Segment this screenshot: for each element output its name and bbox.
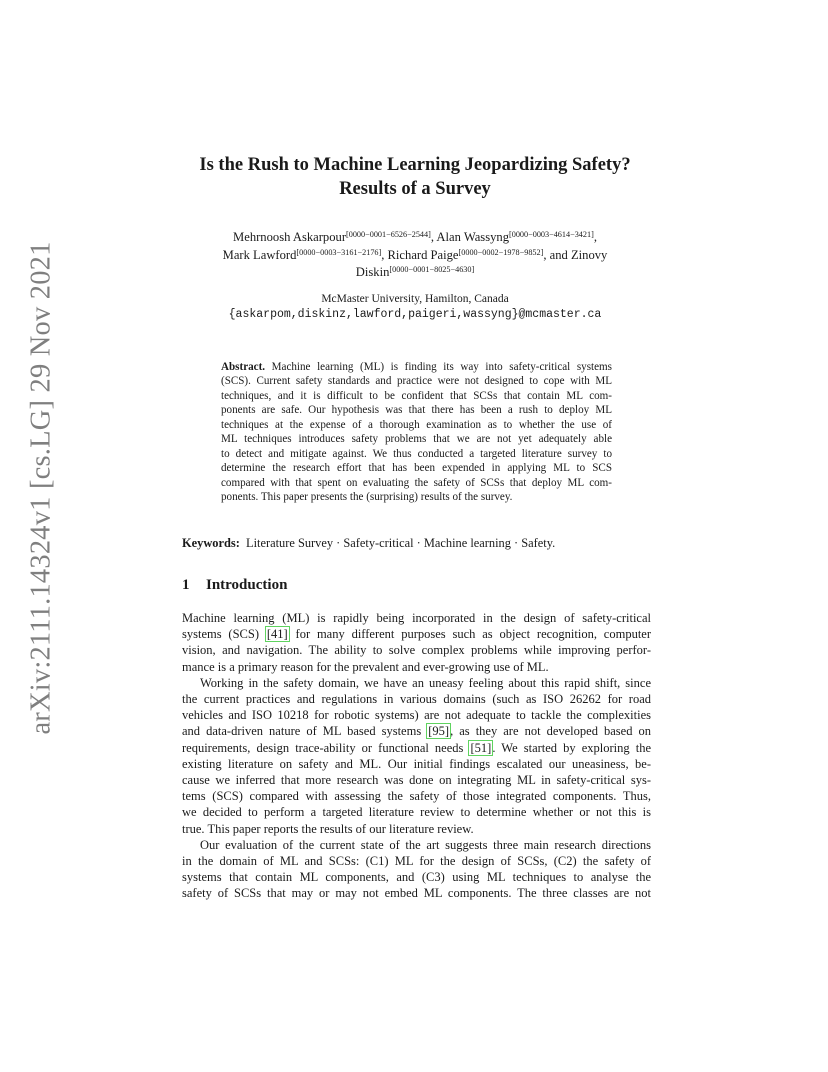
orcid-id: [0000−0001−6526−2544] xyxy=(346,230,431,239)
orcid-id: [0000−0003−4614−3421] xyxy=(509,230,594,239)
section-number: 1 xyxy=(182,577,190,593)
section-heading xyxy=(182,575,287,595)
arxiv-identifier: arXiv:2111.14324v1 [cs.LG] 29 Nov 2021 xyxy=(26,240,57,735)
author-separator: , xyxy=(593,230,597,244)
orcid-id: [0000−0002−1978−9852] xyxy=(458,247,544,257)
title-line-2: Results of a Survey xyxy=(339,179,491,199)
body-line: safety of SCSs that may or may not embed ML components. The three classes are not xyxy=(182,886,651,901)
body-line: Our evaluation of the current state of the art suggests three main research directions xyxy=(200,837,651,852)
abstract-line: ML techniques introduces safety problems that we are not yet adequately able xyxy=(221,433,612,446)
author-name: , Alan Wassyng xyxy=(430,230,509,244)
citation-link[interactable]: [41] xyxy=(266,627,288,642)
author-emails: {askarpom,diskinz,lawford,paigeri,wassyng}@mcmaster.ca xyxy=(228,308,602,321)
body-line: in the domain of ML and SCSs: (C1) ML for the design of SCSs, (C2) the safety of xyxy=(182,854,651,869)
abstract-line: ponents. This paper presents the (surprising) results of the survey. xyxy=(221,491,513,504)
body-line: the current practices and regulations in various domains (such as ISO 26262 for road xyxy=(182,692,651,707)
paper-title xyxy=(150,153,680,201)
author-name: , and Zinovy xyxy=(543,247,608,262)
body-line: and data-driven nature of ML based systems [95], as they are not developed based on xyxy=(182,724,651,739)
author-list xyxy=(170,229,660,282)
keywords-text: Literature Survey · Safety-critical · Machine learning · Safety. xyxy=(246,536,556,550)
author-name: Mark Lawford xyxy=(222,247,297,262)
section-title: Introduction xyxy=(206,577,288,593)
citation-link[interactable]: [95] xyxy=(428,724,450,739)
abstract-heading: Abstract. xyxy=(221,361,266,373)
author-name: , Richard Paige xyxy=(381,247,459,262)
body-line: Machine learning (ML) is rapidly being incorporated in the design of safety-critical xyxy=(182,611,651,625)
abstract-line: techniques, and it is difficult to be confident that SCSs that contain ML com- xyxy=(221,389,612,402)
arxiv-sidebar-stamp xyxy=(18,240,66,735)
body-line: systems (SCS) [41] for many different purposes such as object recognition, computer xyxy=(182,627,651,642)
body-text xyxy=(182,610,651,902)
body-line: requirements, design trace-ability or functional needs [51]. We started by exploring the xyxy=(182,740,651,755)
body-line: vision, and navigation. The ability to solve complex problems while improving perfor- xyxy=(182,643,651,658)
institution: McMaster University, Hamilton, Canada xyxy=(321,293,509,305)
body-line: vehicles and ISO 10218 for robotic systems) are not adequate to tackle the complexities xyxy=(182,708,651,723)
body-line: systems that contain ML components, and (C3) using ML techniques to analyse the xyxy=(182,870,651,885)
body-line: Working in the safety domain, we have an uneasy feeling about this rapid shift, since xyxy=(200,675,651,690)
body-line: mance is a primary reason for the prevalent and ever-growing use of ML. xyxy=(182,659,549,674)
author-line-2 xyxy=(170,247,660,265)
author-name: Diskin xyxy=(355,265,390,279)
body-line: existing literature on safety and ML. Our initial findings escalated our uneasiness, be- xyxy=(182,756,651,771)
body-line: cause we inferred that more research was done on integrating ML in safety-critical sys- xyxy=(182,773,651,788)
affiliation xyxy=(150,291,680,323)
keywords xyxy=(182,535,555,551)
abstract-line: compared with that spent on evaluating the safety of SCSs that deploy ML com- xyxy=(221,476,612,489)
abstract-line: techniques at the expense of a thorough examination as to whether the use of xyxy=(221,418,612,431)
abstract-line: Abstract. Machine learning (ML) is finding its way into safety-critical systems xyxy=(221,361,612,373)
author-line-1 xyxy=(170,229,660,247)
abstract-line: ponents are safe. Our hypothesis was that there has been a rush to deploy ML xyxy=(221,404,612,417)
citation-link[interactable]: [51] xyxy=(470,740,492,755)
orcid-id: [0000−0003−3161−2176] xyxy=(296,247,382,257)
author-name: Mehrnoosh Askarpour xyxy=(233,230,347,244)
abstract xyxy=(221,360,612,505)
author-line-3 xyxy=(170,264,660,282)
body-line: we decided to perform a targeted literature review to determine whether or not this is xyxy=(182,805,651,820)
keywords-heading: Keywords: xyxy=(182,536,240,550)
body-line: tems (SCS) compared with assessing the safety of those integrated components. Thus, xyxy=(182,789,651,804)
title-line-1: Is the Rush to Machine Learning Jeopardizing Safety? xyxy=(199,155,631,175)
abstract-line: to detect and mitigate against. We thus conducted a targeted literature survey to xyxy=(221,447,612,460)
abstract-line: determine the research effort that has been expended in applying ML to SCS xyxy=(221,462,612,475)
abstract-line: (SCS). Current safety standards and practice were not designed to cope with ML xyxy=(221,375,612,388)
orcid-id: [0000−0001−8025−4630] xyxy=(389,265,475,274)
body-line: true. This paper reports the results of our literature review. xyxy=(182,821,474,836)
